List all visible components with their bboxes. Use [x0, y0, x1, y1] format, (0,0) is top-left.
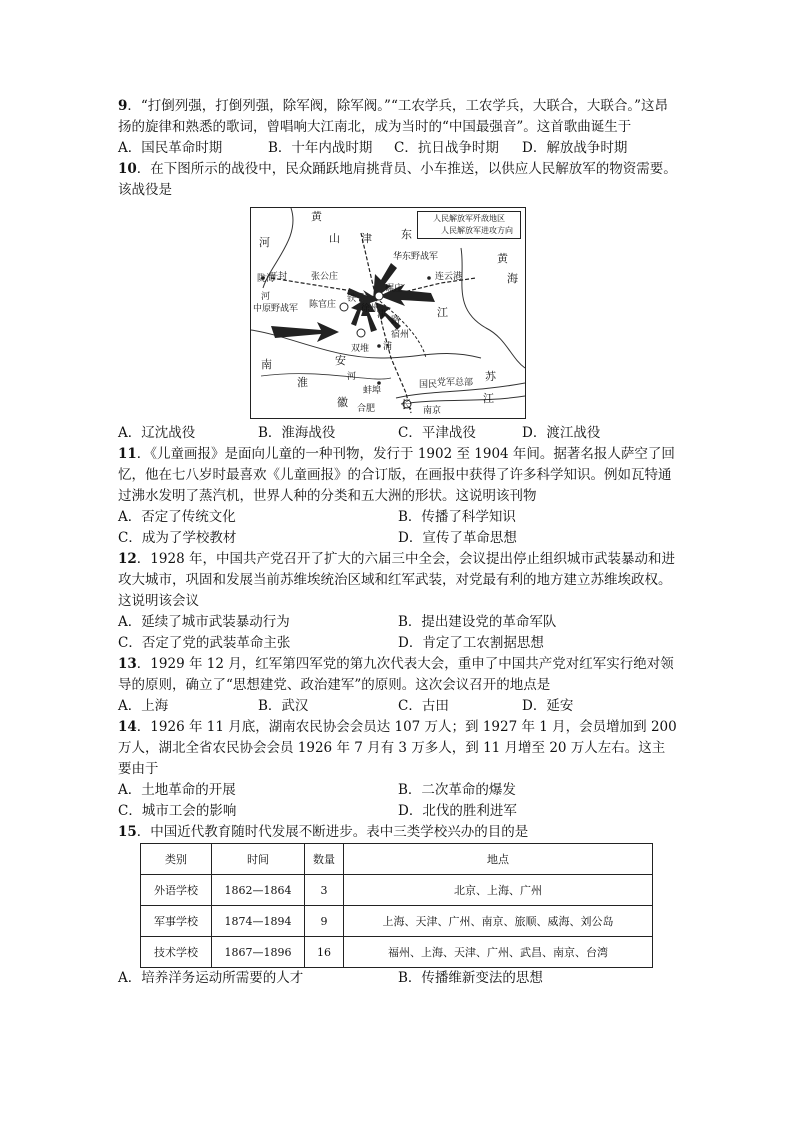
q11-option-c[interactable]: C．成为了学校教材 — [118, 530, 237, 546]
schools-table — [140, 843, 653, 968]
q14-option-a[interactable]: A．土地革命的开展 — [118, 782, 236, 798]
table-header: 时间 — [212, 844, 305, 875]
q15-option-b[interactable]: B．传播维新变法的思想 — [398, 970, 543, 986]
q12-option-c[interactable]: C．否定了党的武装革命主张 — [118, 635, 291, 651]
table-cell: 军事学校 — [141, 906, 212, 937]
question-13: 13．1929 年 12 月，红军第四军党的第九次代表大会，重申了中国共产党对红军实行绝对领导的原则，确立了“思想建党、政治建军”的原则。这次会议召开的地点是 — [118, 656, 674, 693]
table-cell: 16 — [305, 937, 344, 968]
table-header: 类别 — [141, 844, 212, 875]
q9-option-a[interactable]: A．国民革命时期 — [118, 140, 223, 156]
q11-option-b[interactable]: B．传播了科学知识 — [398, 509, 516, 525]
q15-option-a[interactable]: A．培养洋务运动所需要的人才 — [118, 970, 304, 986]
question-14: 14．1926 年 11 月底，湖南农民协会会员达 107 万人；到 1927 年 1 月，会员增加到 200 万人，湖北全省农民协会会员 1926 年 7 月有 3 万多人，到 11 月增至 20 万人左右。这主要由于 — [118, 719, 677, 777]
q9-options — [118, 138, 678, 159]
q13-option-d[interactable]: D．延安 — [522, 698, 574, 714]
q9-option-c[interactable]: C．抗日战争时期 — [394, 140, 499, 156]
table-header: 地点 — [344, 844, 653, 875]
table-cell: 1874—1894 — [212, 906, 305, 937]
q10-option-d[interactable]: D．渡江战役 — [522, 425, 601, 441]
q14-option-d[interactable]: D．北伐的胜利进军 — [398, 803, 517, 819]
question-9: 9．“打倒列强，打倒列强，除军阀，除军阀。”“工农学兵，工农学兵，大联合，大联合。”这昂扬的旋律和熟悉的歌词，曾唱响大江南北，成为当时的“中国最强音”。这首歌曲诞生于 — [118, 98, 669, 135]
q11-option-d[interactable]: D．宣传了革命思想 — [398, 530, 517, 546]
q10-option-c[interactable]: C．平津战役 — [398, 425, 476, 441]
table-header: 数量 — [305, 844, 344, 875]
q10-option-a[interactable]: A．辽沈战役 — [118, 425, 196, 441]
q9-option-d[interactable]: D．解放战争时期 — [522, 140, 628, 156]
q13-options — [118, 696, 678, 717]
table-cell: 北京、上海、广州 — [344, 875, 653, 906]
q14-option-b[interactable]: B．二次革命的爆发 — [398, 782, 516, 798]
table-cell: 上海、天津、广州、南京、旅顺、威海、刘公岛 — [344, 906, 653, 937]
q12-option-b[interactable]: B．提出建设党的革命军队 — [398, 614, 557, 630]
q14-options — [118, 780, 678, 822]
table-row — [141, 937, 653, 968]
question-10: 10．在下图所示的战役中，民众踊跃地肩挑背员、小车推送，以供应人民解放军的物资需要。该战役是 — [118, 161, 677, 198]
q12-option-a[interactable]: A．延续了城市武装暴动行为 — [118, 614, 290, 630]
q14-option-c[interactable]: C．城市工会的影响 — [118, 803, 237, 819]
question-15: 15．中国近代教育随时代发展不断进步。表中三类学校兴办的目的是 — [118, 824, 529, 840]
question-11: 11．《儿童画报》是面向儿童的一种刊物，发行于 1902 至 1904 年间。据著名报人萨空了回忆，他在七八岁时最喜欢《儿童画报》的合订版，在画报中获得了许多科学知识。例如瓦特通过沸水发明了蒸汽机，世界人种的分类和五大洲的形状。这说明该刊物 — [118, 446, 675, 504]
map-legend: 人民解放军歼敌地区 人民解放军进攻方向 — [417, 211, 521, 239]
table-header-row — [141, 844, 653, 875]
q12-options — [118, 612, 678, 654]
q10-option-b[interactable]: B．淮海战役 — [258, 425, 336, 441]
q13-option-a[interactable]: A．上海 — [118, 698, 169, 714]
table-cell: 外语学校 — [141, 875, 212, 906]
table-cell: 9 — [305, 906, 344, 937]
q9-option-b[interactable]: B．十年内战时期 — [268, 140, 373, 156]
q13-option-c[interactable]: C．古田 — [398, 698, 449, 714]
exam-page — [118, 96, 678, 989]
question-12: 12．1928 年，中国共产党召开了扩大的六届三中全会，会议提出停止组织城市武装暴动和进攻大城市，巩固和发展当前苏维埃统治区域和红军武装，对党最有利的地方建立苏维埃政权。这说明该会议 — [118, 551, 675, 609]
q15-options — [118, 968, 678, 989]
table-cell: 技术学校 — [141, 937, 212, 968]
q11-option-a[interactable]: A．否定了传统文化 — [118, 509, 236, 525]
q10-options — [118, 423, 678, 444]
table-cell: 福州、上海、天津、广州、武昌、南京、台湾 — [344, 937, 653, 968]
table-row — [141, 906, 653, 937]
table-row — [141, 875, 653, 906]
table-cell: 1862—1864 — [212, 875, 305, 906]
q12-option-d[interactable]: D．肯定了工农割据思想 — [398, 635, 544, 651]
q11-options — [118, 507, 678, 549]
table-cell: 1867—1896 — [212, 937, 305, 968]
table-cell: 3 — [305, 875, 344, 906]
q13-option-b[interactable]: B．武汉 — [258, 698, 309, 714]
huaihai-battle-map: 人民解放军歼敌地区 人民解放军进攻方向 黄 河 山 津 东 华东野战军 陇海 开封 河 中原野战军 张公庄 陈官庄 铁 徐州 碾庄 津 路 宿州 双堆 浦 连云港 黄 海 江 安 河 蚌埠 国民 党军总部 南 淮 徽 合肥 长 南京 苏 江 — [250, 207, 526, 419]
